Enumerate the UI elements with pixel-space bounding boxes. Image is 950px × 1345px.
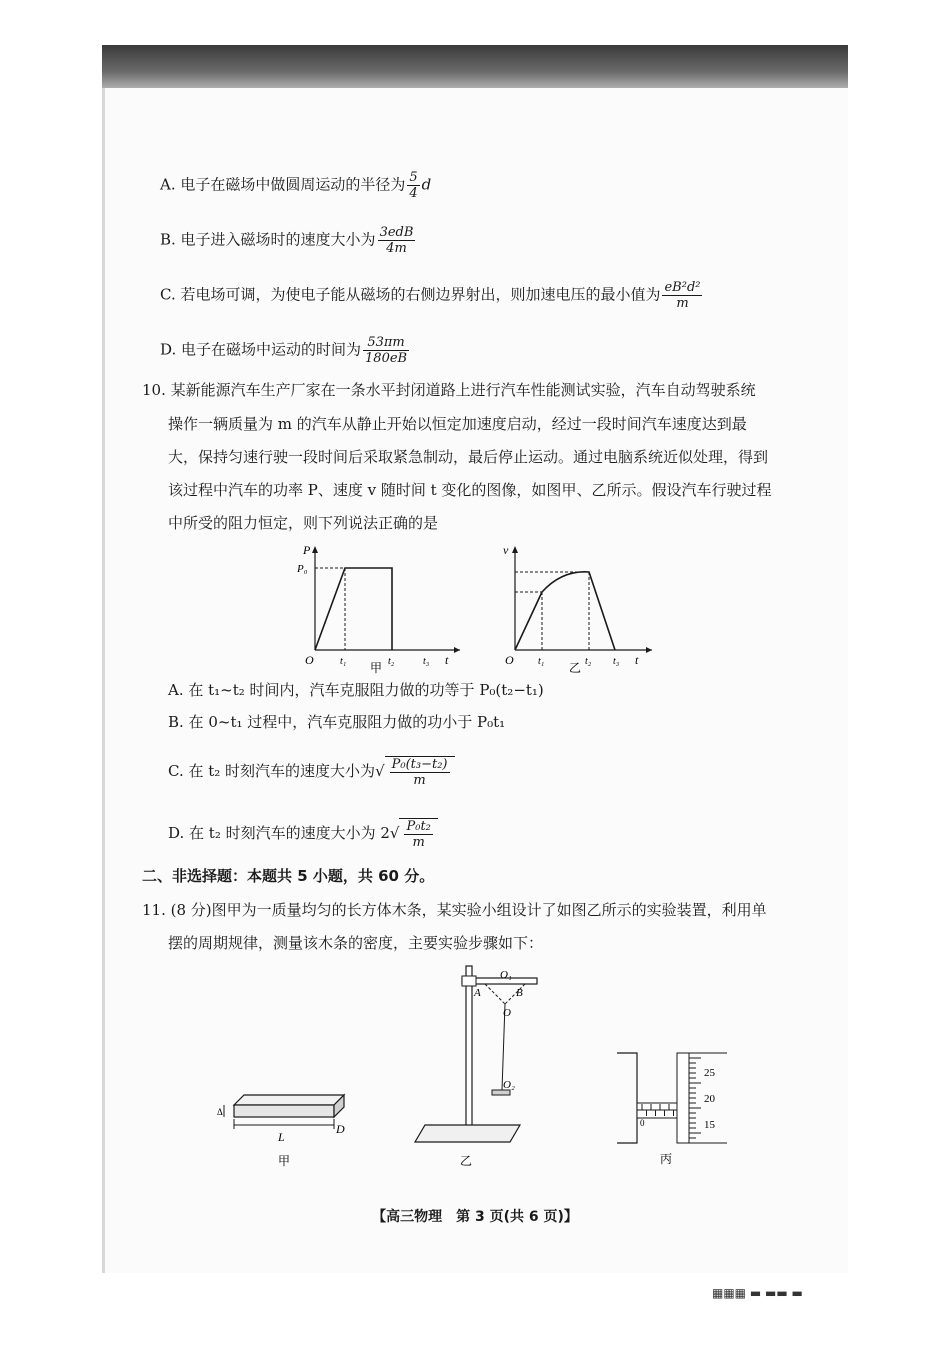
caption: 甲 [370,661,383,675]
qr-watermark-icon: ▦▦▦ ▬ ▬▬ ▬ [712,1286,803,1300]
q10-line-3: 大，保持匀速行驶一段时间后采取紧急制动，最后停止运动。通过电脑系统近似处理，得到 [168,448,769,466]
t3-label: t₃ [423,656,430,667]
q9-option-a: A. 电子在磁场中做圆周运动的半径为 $\frac{5}{4}$ d [160,170,432,201]
x-axis-arrow [646,647,652,653]
q11-line-2: 摆的周期规律，测量该木条的密度，主要实验步骤如下： [168,934,544,952]
stand-base [415,1125,520,1142]
figure-bing-micrometer [612,1048,732,1173]
q10-option-b: B. 在 0~t₁ 过程中，汽车克服阻力做的功小于 P₀t₁ [168,713,506,731]
length-label: L [278,1130,285,1144]
caption: 甲 [278,1154,291,1168]
thimble [677,1053,689,1143]
figure-yi-pendulum-stand [410,960,545,1172]
figure-jia-wooden-bar [212,1085,362,1170]
x-axis-arrow [454,647,460,653]
x-label: t [445,653,449,667]
q9-option-c: C. 若电场可调，为使电子能从磁场的右侧边界射出，则加速电压的最小值为 $\frac{\text{eB²d²}}{m}$ [160,280,701,311]
graph-yi-velocity-time [497,540,657,675]
page-footer: 【高三物理 第 3 页(共 6 页)】 [372,1209,578,1225]
q9-option-d: D. 电子在磁场中运动的时间为 $\frac{53\pi m}{180eB}$ [160,335,408,366]
t2-label: t₂ [585,656,592,667]
tick-25: 25 [704,1067,715,1079]
x-label: t [635,653,639,667]
caption: 丙 [660,1152,673,1166]
label-a: A [474,987,481,999]
y-axis-arrow [312,546,318,553]
y-axis-arrow [512,546,518,553]
graph-jia-power-time [295,540,465,675]
clamp [462,976,476,986]
string-a [485,984,505,1004]
p0-label: P₀ [297,563,308,575]
origin-label: O [505,653,514,667]
bar-front-face [234,1105,334,1117]
y-label: v [503,543,509,557]
q9-option-b: B. 电子进入磁场时的速度大小为 $\frac{\text{3edB}}{4m}$ [160,225,414,256]
tick-20: 20 [704,1093,715,1105]
label-o2: O₂ [503,1079,515,1091]
power-curve [315,568,392,650]
t1-label: t₁ [340,656,347,667]
y-label: P [303,543,311,557]
bar-top-face [234,1095,344,1105]
tick-15: 15 [704,1119,715,1131]
caption: 乙 [460,1154,473,1168]
section-2-heading: 二、非选择题：本题共 5 小题，共 60 分。 [142,867,435,885]
q10-option-d: D. 在 t₂ 时刻汽车的速度大小为 2√ $\frac{\text{P₀t₂}}{m}$ [168,818,438,850]
t2-label: t₂ [388,656,395,667]
q10-line-1: 10. 某新能源汽车生产厂家在一条水平封闭道路上进行汽车性能测试实验，汽车自动驾驶系统 [142,381,756,399]
origin-label: O [305,653,314,667]
label-b: B [516,987,523,999]
page-left-edge [102,88,105,1273]
q10-option-a: A. 在 t₁~t₂ 时间内，汽车克服阻力做的功等于 P₀(t₂−t₁) [168,681,544,699]
thimble-ticks [689,1058,701,1138]
q10-line-2: 操作一辆质量为 m 的汽车从静止开始以恒定加速度启动，经过一段时间汽车速度达到最 [168,415,747,433]
t1-label: t₁ [538,656,545,667]
label-o1: O₁ [500,969,512,981]
stand-rod [466,966,472,1136]
caption: 乙 [569,661,582,675]
q10-line-5: 中所受的阻力恒定，则下列说法正确的是 [168,514,439,532]
q11-line-1: 11. (8 分)图甲为一质量均匀的长方体木条，某实验小组设计了如图乙所示的实验装置，利用单 [142,901,767,919]
tick-0: 0 [640,1118,645,1128]
anvil-frame [617,1053,637,1143]
t3-label: t₃ [613,656,620,667]
width-label: D [336,1122,345,1136]
label-o: O [503,1007,511,1019]
q10-option-c: C. 在 t₂ 时刻汽车的速度大小为√ $\frac{\text{P₀(t₃−t₂)}}{m}$ [168,756,455,788]
velocity-curve [515,572,615,650]
thickness-label: Δ [217,1107,223,1117]
q10-line-4: 该过程中汽车的功率 P、速度 v 随时间 t 变化的图像，如图甲、乙所示。假设汽车行驶过程 [168,481,772,499]
